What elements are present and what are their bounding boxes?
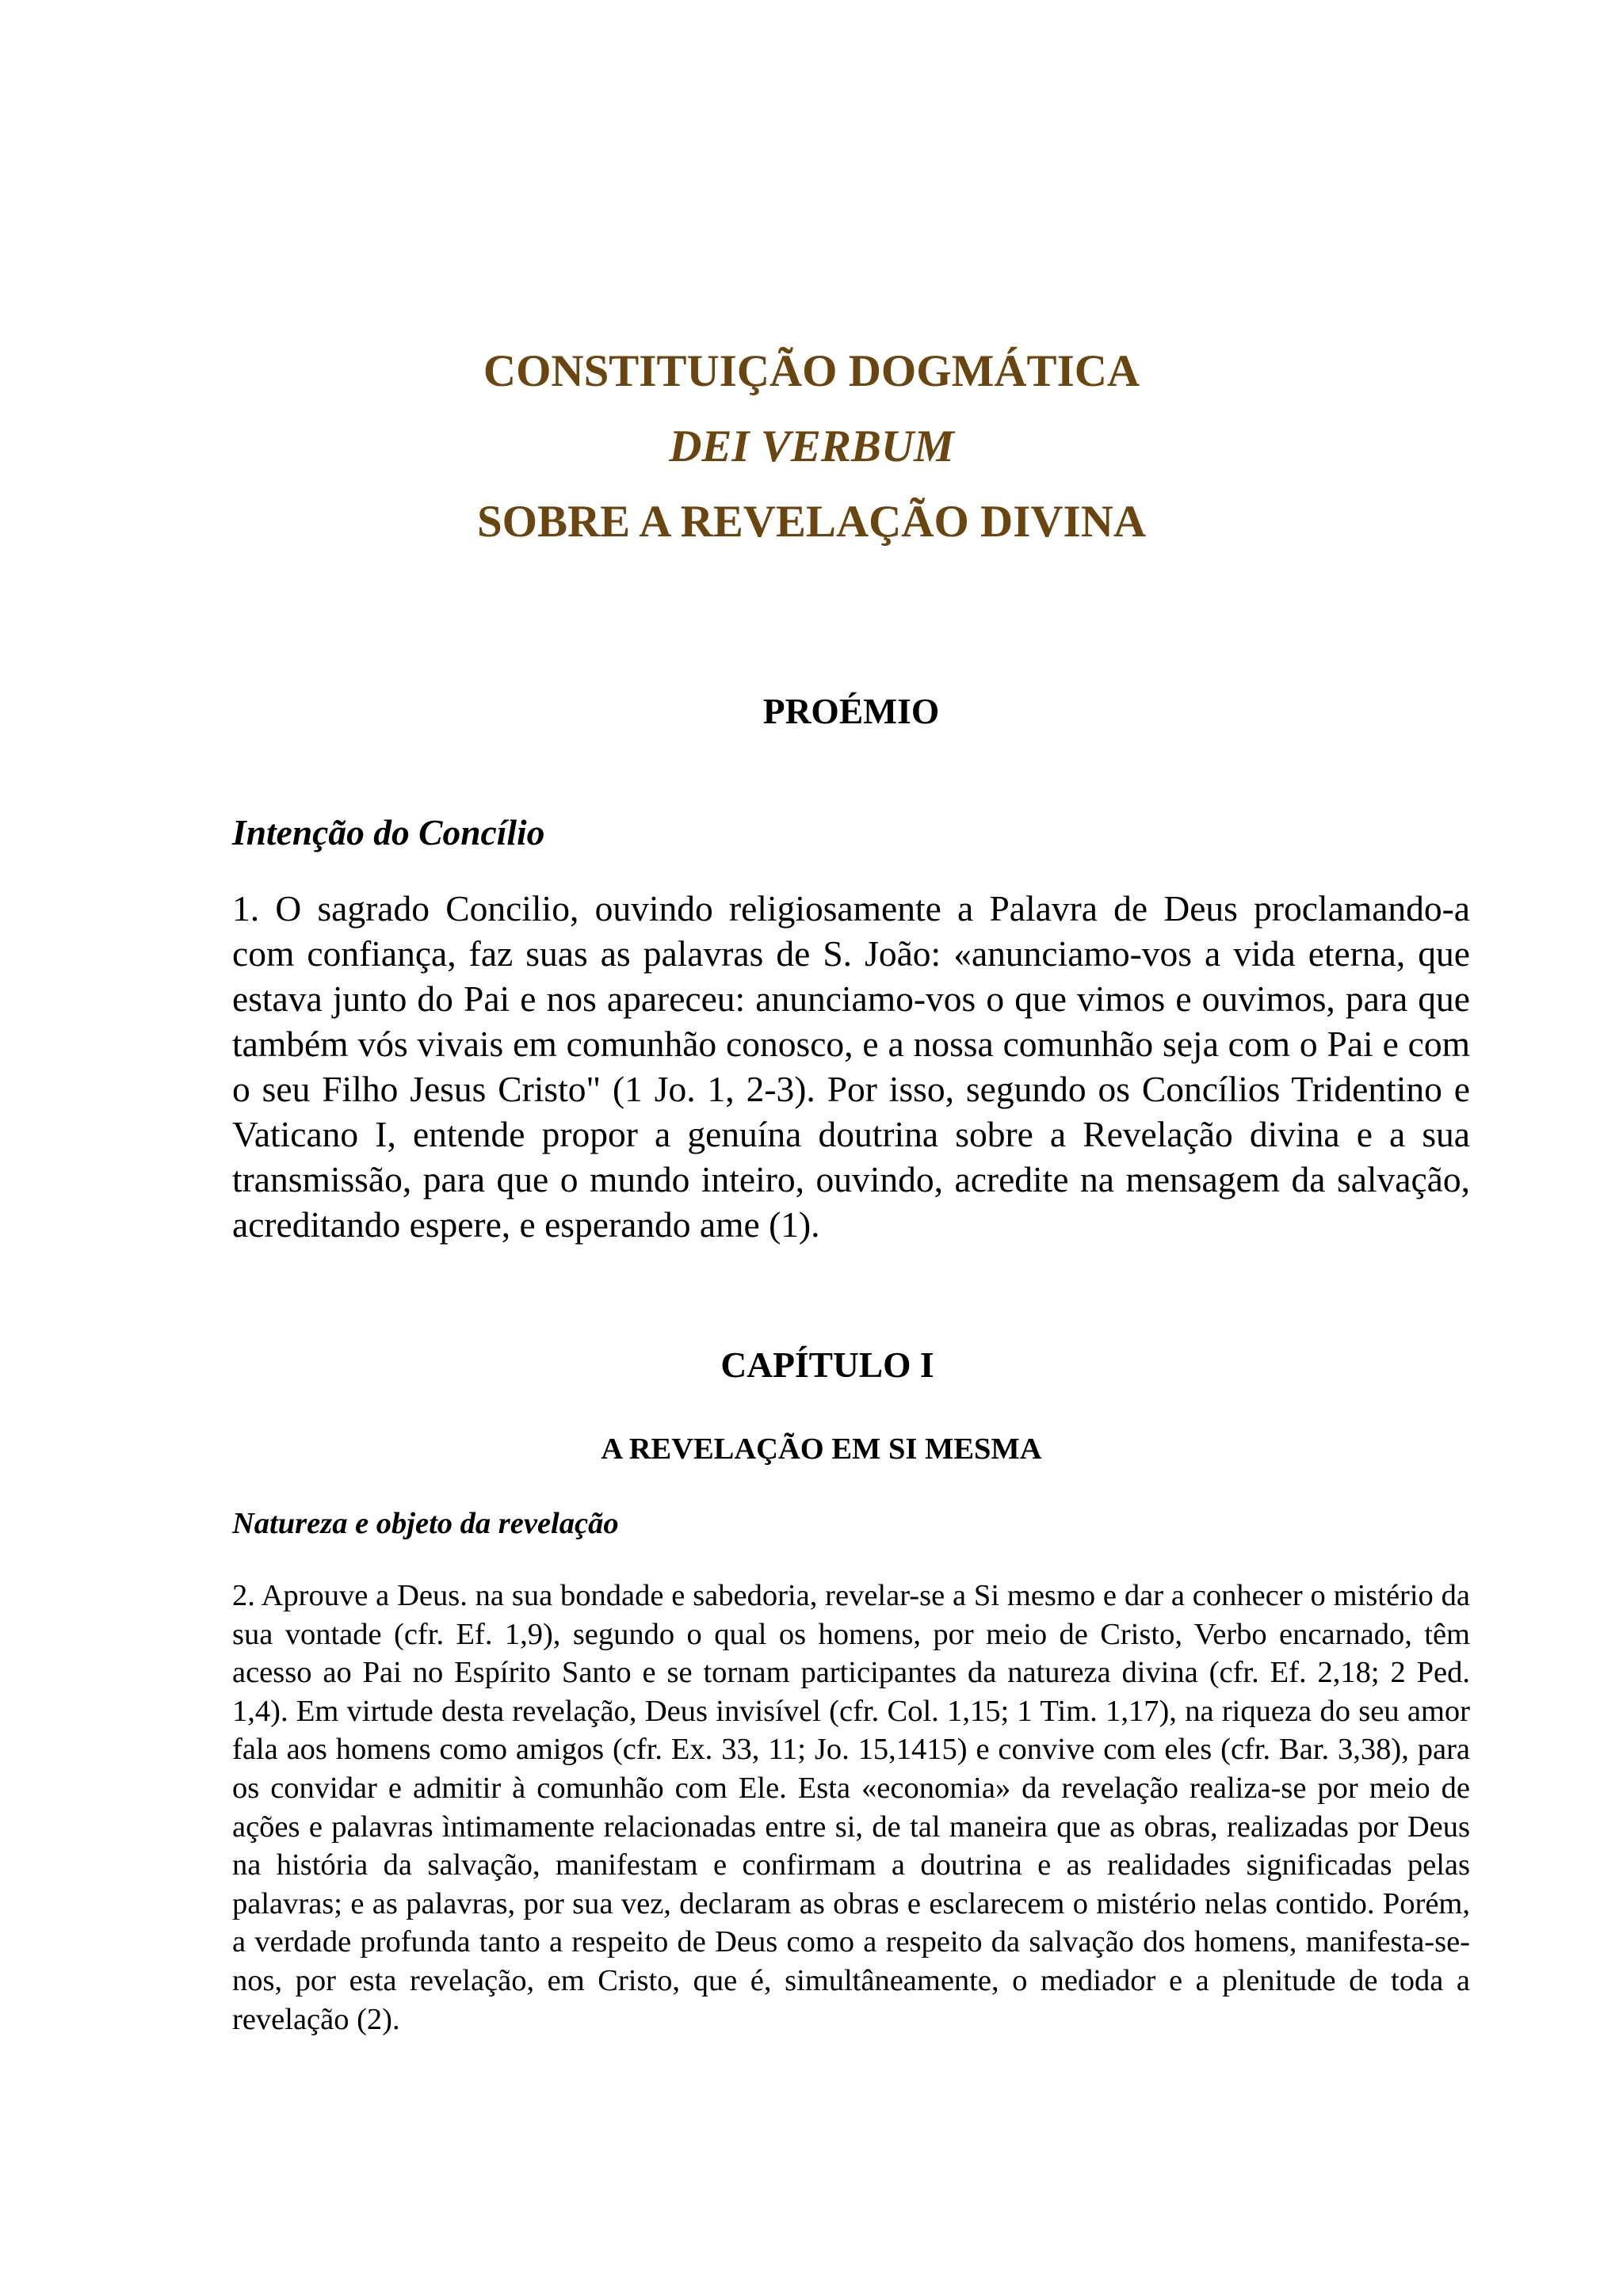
document-title-line-1: CONSTITUIÇÃO DOGMÁTICA	[483, 346, 1140, 396]
chapter-1-heading: CAPÍTULO I	[720, 1344, 934, 1385]
document-title-line-3: SOBRE A REVELAÇÃO DIVINA	[476, 497, 1147, 547]
document-title-line-2: DEI VERBUM	[669, 421, 954, 471]
proemio-heading: PROÉMIO	[762, 691, 940, 731]
proemio-paragraph: 1. O sagrado Concilio, ouvindo religiosamente a Palavra de Deus proclamando-a com confiança, faz suas as palavras de S. João: «anunciamo-vos a vida eterna, que estava junto do Pai e nos apareceu: anunciamo-vos o que vimos e ouvimos, para que também vós vivais em comunhão conosco, e a nossa comunhão seja com o Pai e com o seu Filho Jesus Cristo" (1 Jo. 1, 2-3). Por isso, segundo os Concílios Tridentino e Vaticano I, entende propor a genuína doutrina sobre a Revelação divina e a sua transmissão, para que o mundo inteiro, ouvindo, acredite na mensagem da salvação, acreditando espere, e esperando ame (1).	[232, 888, 1470, 1245]
chapter-1-subheading: Natureza e objeto da revelação	[232, 1507, 619, 1540]
chapter-1-paragraph: 2. Aprouve a Deus. na sua bondade e sabedoria, revelar-se a Si mesmo e dar a conhecer o mistério da sua vontade (cfr. Ef. 1,9), segundo o qual os homens, por meio de Cristo, Verbo encarnado, têm acesso ao Pai no Espírito Santo e se tornam participantes da natureza divina (cfr. Ef. 2,18; 2 Ped. 1,4). Em virtude desta revelação, Deus invisível (cfr. Col. 1,15; 1 Tim. 1,17), na riqueza do seu amor fala aos homens como amigos (cfr. Ex. 33, 11; Jo. 15,1415) e convive com eles (cfr. Bar. 3,38), para os convidar e admitir à comunhão com Ele. Esta «economia» da revelação realiza-se por meio de ações e palavras ìntimamente relacionadas entre si, de tal maneira que as obras, realizadas por Deus na história da salvação, manifestam e confirmam a doutrina e as realidades significadas pelas palavras; e as palavras, por sua vez, declaram as obras e esclarecem o mistério nelas contido. Porém, a verdade profunda tanto a respeito de Deus como a respeito da salvação dos homens, manifesta-se-nos, por esta revelação, em Cristo, que é, simultâneamente, o mediador e a plenitude de toda a revelação (2).	[232, 1579, 1470, 2036]
proemio-subheading: Intenção do Concílio	[232, 812, 545, 852]
chapter-1-title: A REVELAÇÃO EM SI MESMA	[601, 1432, 1042, 1466]
